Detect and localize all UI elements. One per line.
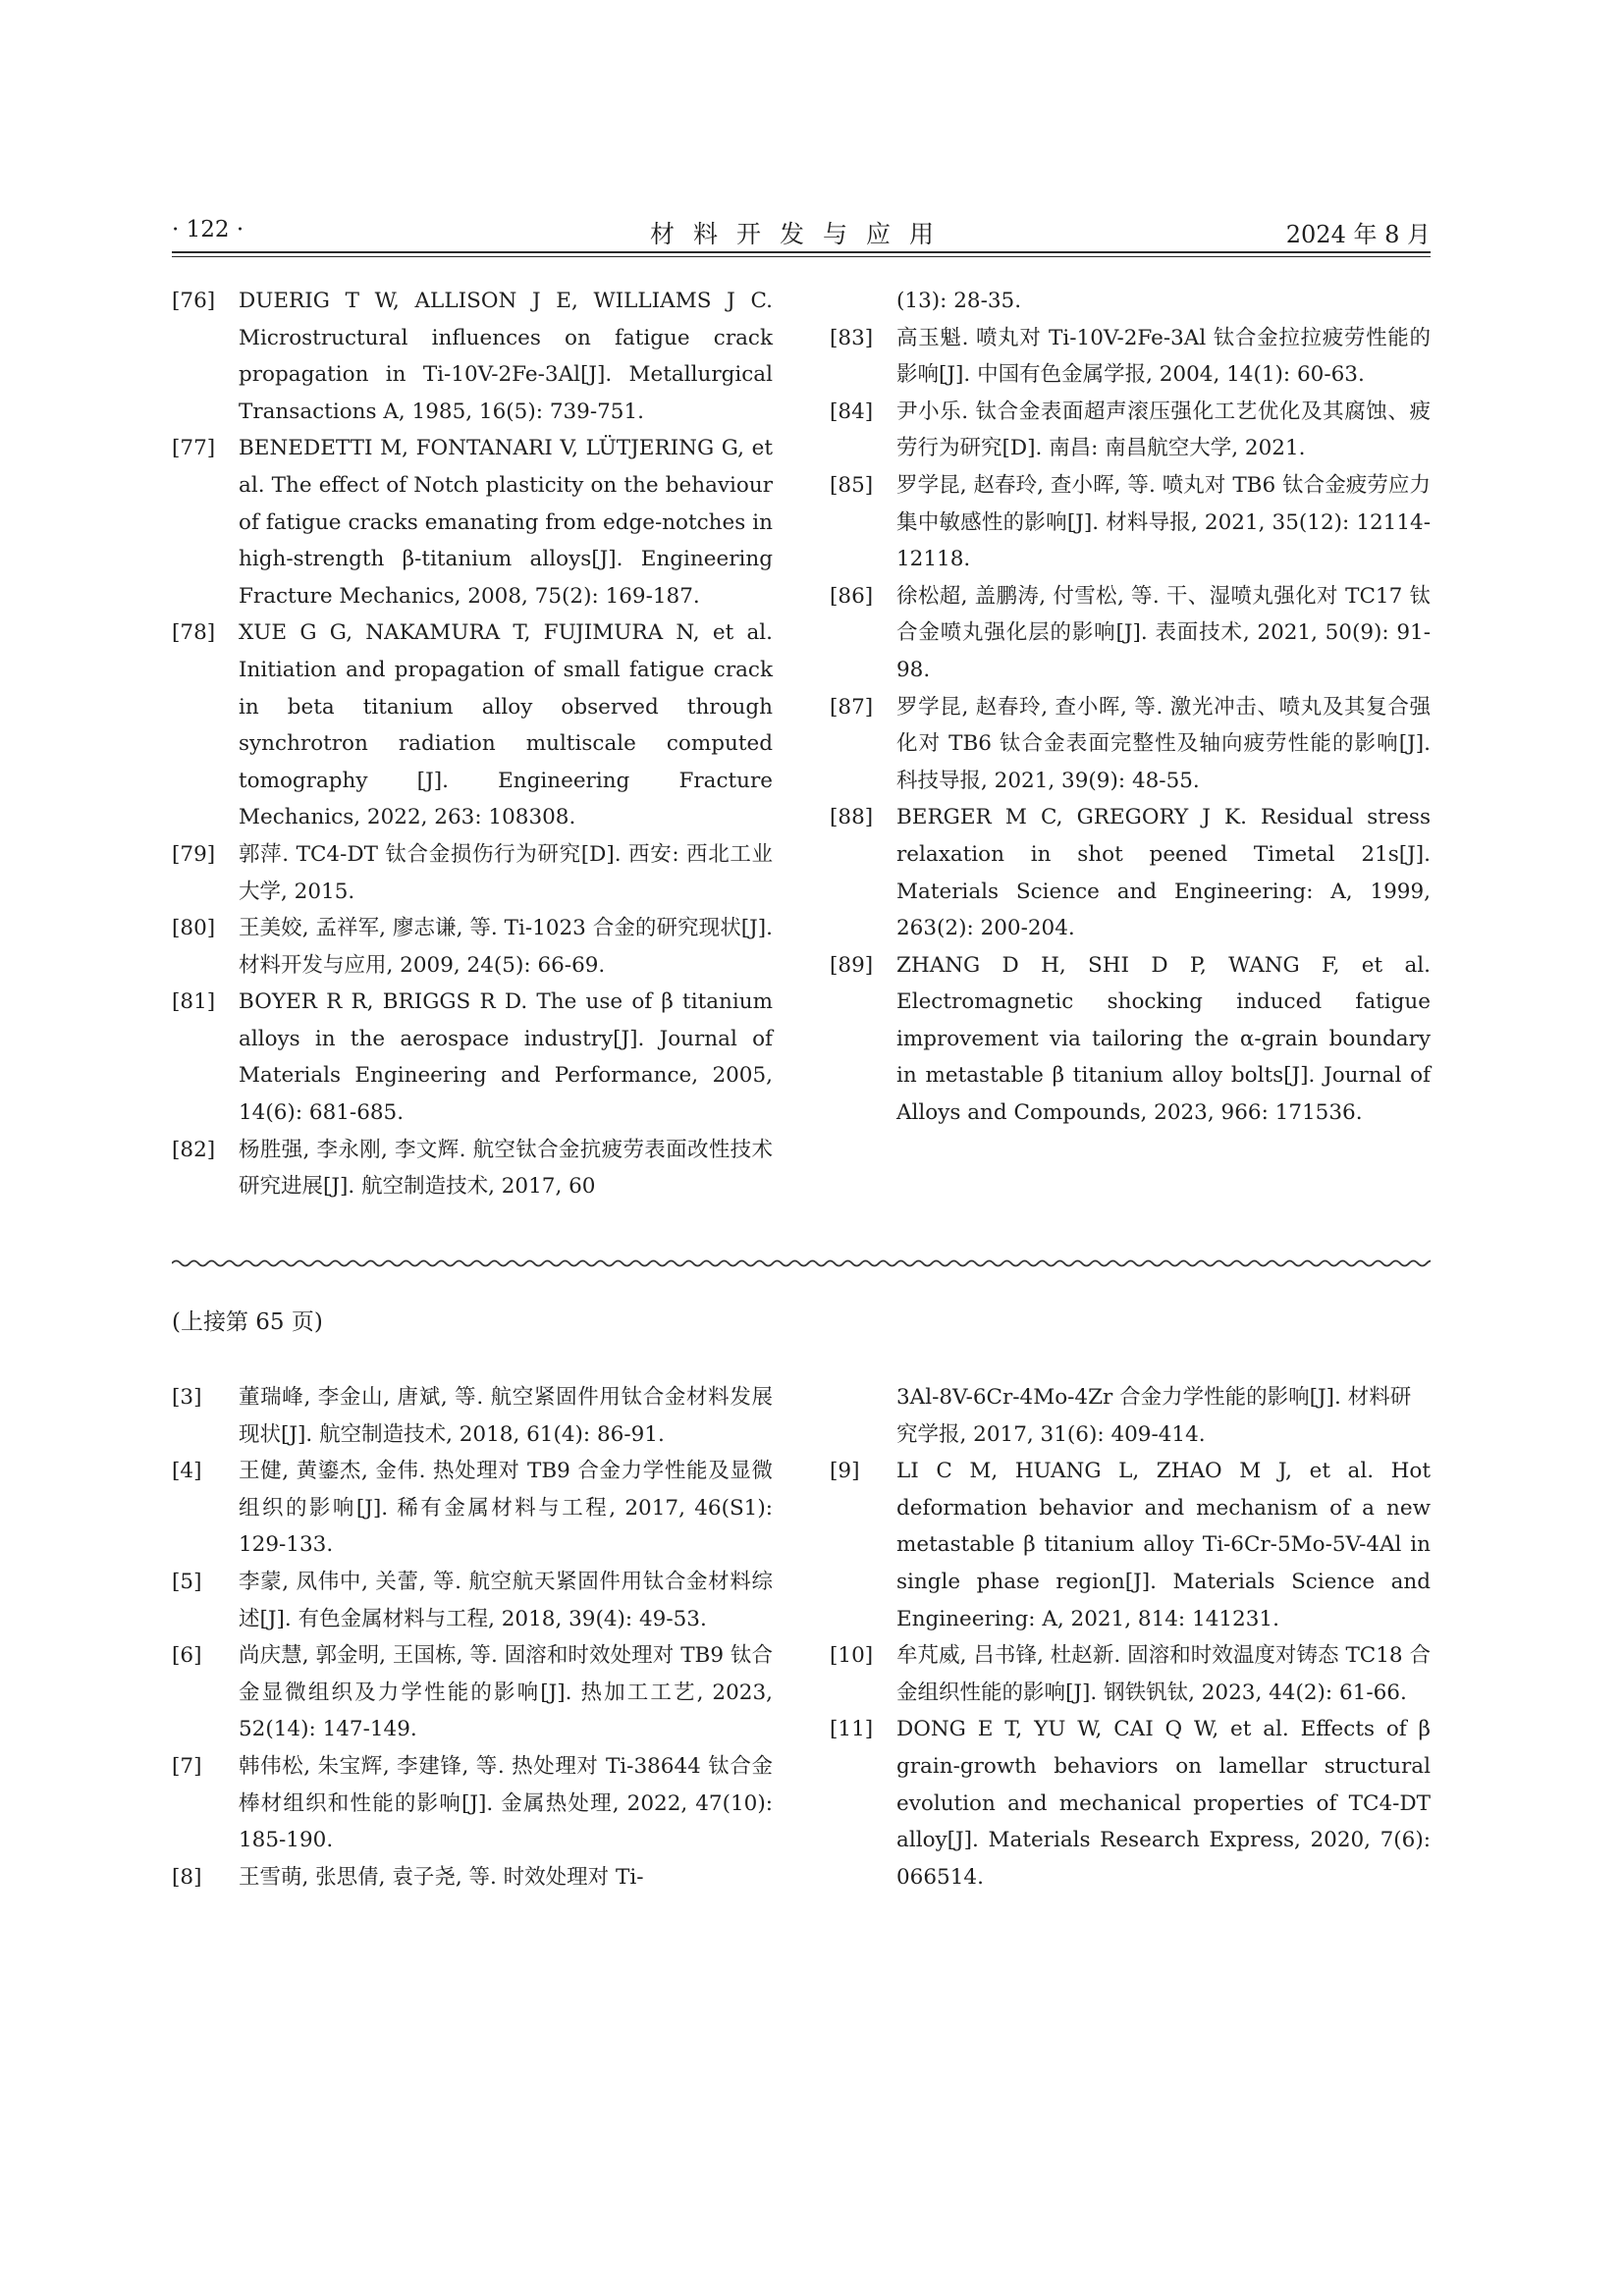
reference-number: [82] — [172, 1137, 216, 1162]
reference-entry — [172, 984, 773, 1131]
reference-text: DUERIG T W, ALLISON J E, WILLIAMS J C. Microstructural influences on fatigue crack propagation in Ti-10V-2Fe-3Al[J]. Metallurgical Transactions A, 1985, 16(5): 739-751. — [239, 289, 773, 424]
reference-number: [11] — [830, 1717, 874, 1742]
reference-entry — [830, 1453, 1431, 1637]
reference-column-bottom-left — [172, 1379, 773, 1896]
reference-entry — [172, 614, 773, 836]
reference-number: [77] — [172, 436, 216, 461]
reference-number: [87] — [830, 694, 874, 720]
reference-text: 李蒙, 凤伟中, 关蕾, 等. 航空航天紧固件用钛合金材料综述[J]. 有色金属材料与工程, 2018, 39(4): 49-53. — [239, 1569, 773, 1631]
reference-text: 牟芃威, 吕书锋, 杜赵新. 固溶和时效温度对铸态 TC18 合金组织性能的影响[J]. 钢铁钒钛, 2023, 44(2): 61-66. — [896, 1643, 1431, 1705]
reference-entry — [830, 947, 1431, 1132]
reference-text: 尹小乐. 钛合金表面超声滚压强化工艺优化及其腐蚀、疲劳行为研究[D]. 南昌: 南昌航空大学, 2021. — [896, 399, 1431, 461]
reference-entry — [830, 1711, 1431, 1896]
reference-number: [6] — [172, 1643, 202, 1669]
reference-number: [78] — [172, 620, 216, 646]
reference-number: [85] — [830, 472, 874, 498]
reference-text: 郭萍. TC4-DT 钛合金损伤行为研究[D]. 西安: 西北工业大学, 2015. — [239, 841, 773, 904]
reference-text: BERGER M C, GREGORY J K. Residual stress relaxation in shot peened Timetal 21s[J]. Materials Science and Engineering: A, 1999, 263(2): 200-204. — [896, 805, 1431, 941]
reference-entry — [172, 1379, 773, 1453]
reference-number: [79] — [172, 841, 216, 867]
continued-from-note: (上接第 65 页) — [172, 1309, 323, 1335]
page-header — [172, 211, 1431, 250]
reference-text: 高玉魁. 喷丸对 Ti-10V-2Fe-3Al 钛合金拉拉疲劳性能的影响[J]. 中国有色金属学报, 2004, 14(1): 60-63. — [896, 325, 1431, 388]
header-rule-thin — [172, 256, 1431, 257]
reference-text: 尚庆慧, 郭金明, 王国栋, 等. 固溶和时效处理对 TB9 钛合金显微组织及力学性能的影响[J]. 热加工工艺, 2023, 52(14): 147-149. — [239, 1643, 773, 1742]
reference-entry — [172, 1453, 773, 1564]
reference-column-top-right — [830, 283, 1431, 1132]
reference-text: 王雪萌, 张思倩, 袁子尧, 等. 时效处理对 Ti- — [239, 1864, 644, 1890]
reference-text: 罗学昆, 赵春玲, 查小晖, 等. 激光冲击、喷丸及其复合强化对 TB6 钛合金表面完整性及轴向疲劳性能的影响[J]. 科技导报, 2021, 39(9): 48-55. — [896, 694, 1431, 793]
reference-text: 罗学昆, 赵春玲, 查小晖, 等. 喷丸对 TB6 钛合金疲劳应力集中敏感性的影响[J]. 材料导报, 2021, 35(12): 12114-12118. — [896, 472, 1431, 572]
reference-text: XUE G G, NAKAMURA T, FUJIMURA N, et al. Initiation and propagation of small fatigue crack in beta titanium alloy observed through synchrotron radiation multiscale computed tomography [J]. Engineering Fracture Mechanics, 2022, 263: 108308. — [239, 620, 773, 830]
reference-entry — [830, 467, 1431, 578]
reference-entry — [172, 1748, 773, 1859]
reference-entry — [172, 283, 773, 430]
reference-entry — [172, 430, 773, 614]
reference-text: 杨胜强, 李永刚, 李文辉. 航空钛合金抗疲劳表面改性技术研究进展[J]. 航空制造技术, 2017, 60 — [239, 1137, 773, 1200]
reference-text: 王健, 黄鎏杰, 金伟. 热处理对 TB9 合金力学性能及显微组织的影响[J]. 稀有金属材料与工程, 2017, 46(S1): 129-133. — [239, 1459, 773, 1558]
reference-text: BOYER R R, BRIGGS R D. The use of β titanium alloys in the aerospace industry[J]. Journal of Materials Engineering and Performance, 2005, 14(6): 681-685. — [239, 989, 773, 1126]
section-divider-wavy — [172, 1257, 1431, 1269]
reference-number: [86] — [830, 583, 874, 609]
reference-entry — [830, 799, 1431, 946]
reference-text: DONG E T, YU W, CAI Q W, et al. Effects of β grain-growth behaviors on lamellar structural evolution and mechanical properties of TC4-DT alloy[J]. Materials Research Express, 2020, 7(6): 066514. — [896, 1717, 1431, 1890]
reference-text: LI C M, HUANG L, ZHAO M J, et al. Hot deformation behavior and mechanism of a new metastable β titanium alloy Ti-6Cr-5Mo-5V-4Al in single phase region[J]. Materials Science and Engineering: A, 2021, 814: 141231. — [896, 1459, 1431, 1631]
reference-number: [89] — [830, 952, 874, 978]
reference-entry — [172, 1132, 773, 1205]
reference-number: [4] — [172, 1459, 202, 1484]
reference-entry — [172, 910, 773, 984]
reference-text: 王美姣, 孟祥军, 廖志谦, 等. Ti-1023 合金的研究现状[J]. 材料开发与应用, 2009, 24(5): 66-69. — [239, 916, 773, 978]
reference-text: BENEDETTI M, FONTANARI V, LÜTJERING G, et al. The effect of Notch plasticity on the behaviour of fatigue cracks emanating from edge-notches in high-strength β-titanium alloys[J]. Engineering Fracture Mechanics, 2008, 75(2): 169-187. — [239, 436, 773, 609]
reference-entry — [830, 578, 1431, 689]
reference-column-top-left — [172, 283, 773, 1205]
header-rule-thick — [172, 251, 1431, 253]
reference-text: 董瑞峰, 李金山, 唐斌, 等. 航空紧固件用钛合金材料发展现状[J]. 航空制造技术, 2018, 61(4): 86-91. — [239, 1385, 773, 1447]
reference-continuation: 3Al-8V-6Cr-4Mo-4Zr 合金力学性能的影响[J]. 材料研究学报, 2017, 31(6): 409-414. — [896, 1385, 1412, 1447]
reference-number: [10] — [830, 1643, 874, 1669]
reference-continuation: (13): 28-35. — [896, 289, 1022, 313]
reference-column-bottom-right — [830, 1379, 1431, 1896]
reference-number: [84] — [830, 399, 874, 424]
reference-number: [8] — [172, 1864, 202, 1890]
reference-entry — [830, 1637, 1431, 1711]
reference-number: [3] — [172, 1385, 202, 1410]
reference-entry — [172, 1859, 773, 1896]
reference-list — [830, 1453, 1431, 1896]
reference-entry — [830, 394, 1431, 467]
page-number: · 122 · — [172, 217, 244, 242]
reference-entry — [830, 320, 1431, 394]
reference-number: [88] — [830, 805, 874, 830]
reference-text: 徐松超, 盖鹏涛, 付雪松, 等. 干、湿喷丸强化对 TC17 钛合金喷丸强化层的影响[J]. 表面技术, 2021, 50(9): 91-98. — [896, 583, 1431, 682]
reference-number: [9] — [830, 1459, 860, 1484]
reference-number: [7] — [172, 1753, 202, 1779]
journal-title: 材料开发与应用 — [649, 220, 952, 248]
reference-entry — [172, 1564, 773, 1637]
reference-entry — [172, 836, 773, 910]
issue-date: 2024 年 8 月 — [1285, 221, 1431, 248]
reference-number: [83] — [830, 325, 874, 350]
reference-entry — [830, 689, 1431, 800]
reference-text: ZHANG D H, SHI D P, WANG F, et al. Electromagnetic shocking induced fatigue improvement via tailoring the α-grain boundary in metastable β titanium alloy bolts[J]. Journal of Alloys and Compounds, 2023, 966: 171536. — [896, 952, 1431, 1126]
reference-list — [830, 320, 1431, 1132]
reference-number: [5] — [172, 1569, 202, 1594]
reference-number: [81] — [172, 989, 216, 1015]
reference-text: 韩伟松, 朱宝辉, 李建锋, 等. 热处理对 Ti-38644 钛合金棒材组织和性能的影响[J]. 金属热处理, 2022, 47(10): 185-190. — [239, 1753, 773, 1853]
reference-number: [76] — [172, 289, 216, 313]
reference-entry — [172, 1637, 773, 1748]
reference-number: [80] — [172, 916, 216, 941]
